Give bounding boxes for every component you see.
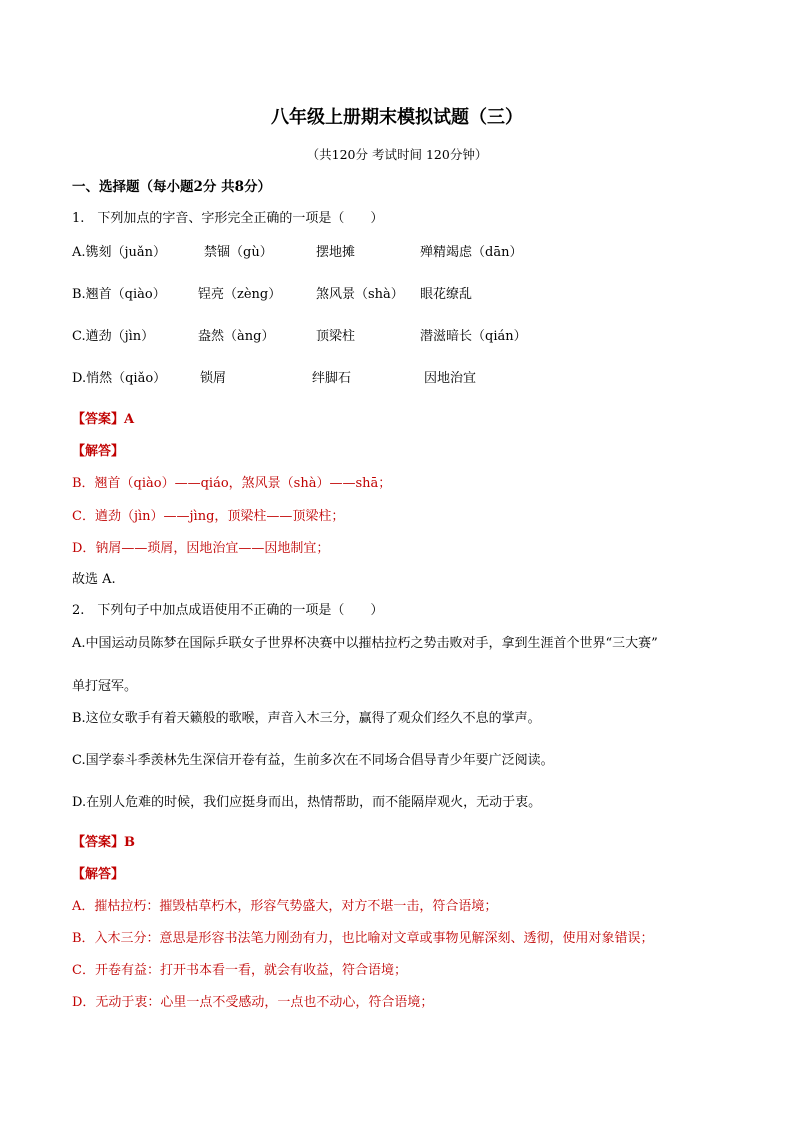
q2-option-c: C.国学泰斗季羡林先生深信开卷有益，生前多次在不同场合倡导青少年要广泛阅读。 [72,753,554,768]
q1-c-3: 顶梁柱 [316,329,356,344]
q1-a-2: 禁锢（gù） [204,245,273,260]
q1-d-1: D.悄然（qiǎo） [72,371,167,386]
q1-option-row-b [72,286,772,304]
q2-analysis-d: D．无动于衷：心里一点不受感动，一点也不动心，符合语境； [72,995,434,1010]
q1-analysis-d: D．钠屑——琐屑，因地治宜——因地制宜； [72,541,330,556]
q2-analysis-a: A．摧枯拉朽：摧毁枯草朽木，形容气势盛大，对方不堪一击，符合语境； [72,899,498,914]
q1-d-3: 绊脚石 [312,371,352,386]
question-2-stem: 2. 下列句子中加点成语使用不正确的一项是（ ） [72,603,384,618]
q1-b-2: 锃亮（zèng） [198,287,282,302]
q1-answer: 【答案】A [72,412,135,427]
q2-analysis-b: B．入木三分：意思是形容书法笔力刚劲有力，也比喻对文章或事物见解深刻、透彻，使用对象错误； [72,931,654,946]
q1-a-1: A.镌刻（juǎn） [72,245,167,260]
section-heading: 一、选择题（每小题2分 共8分） [72,179,271,195]
q1-c-2: 盎然（àng） [198,329,275,344]
question-1-stem: 1. 下列加点的字音、字形完全正确的一项是（ ） [72,211,384,226]
q1-c-4: 潜滋暗长（qián） [420,329,527,344]
q1-b-3: 煞风景（shà） [316,287,404,302]
q1-option-row-a [72,244,772,262]
q2-analysis-label: 【解答】 [72,867,125,882]
q1-b-4: 眼花缭乱 [420,287,473,302]
q1-analysis-label: 【解答】 [72,444,125,459]
q2-option-a-line1: A.中国运动员陈梦在国际乒联女子世界杯决赛中以摧枯拉朽之势击败对手，拿到生涯首个世界“三大赛” [72,636,658,651]
q1-c-1: C.遒劲（jìn） [72,329,155,344]
q1-a-3: 摆地摊 [316,245,356,260]
page-title: 八年级上册期末模拟试题（三） [271,107,523,128]
q1-d-2: 锁屑 [200,371,227,386]
q1-a-4: 殚精竭虑（dān） [420,245,523,260]
q1-b-1: B.翘首（qiào） [72,287,166,302]
q1-conclusion: 故选 A. [72,572,116,587]
q1-option-row-c [72,328,772,346]
q1-analysis-c: C．遒劲（jìn）——jìng，顶梁柱——顶梁柱； [72,509,345,524]
q2-option-b: B.这位女歌手有着天籁般的歌喉，声音入木三分，赢得了观众们经久不息的掌声。 [72,711,541,726]
exam-info: （共120分 考试时间 120分钟） [306,147,488,162]
q2-option-d: D.在别人危难的时候，我们应挺身而出，热情帮助，而不能隔岸观火，无动于衷。 [72,795,542,810]
q2-answer: 【答案】B [72,835,135,850]
q1-d-4: 因地治宜 [424,371,477,386]
q2-option-a-line2: 单打冠军。 [72,679,138,694]
q1-option-row-d [72,370,772,388]
q2-analysis-c: C．开卷有益：打开书本看一看，就会有收益，符合语境； [72,963,407,978]
q1-analysis-b: B．翘首（qiào）——qiáo，煞风景（shà）——shā； [72,476,392,491]
